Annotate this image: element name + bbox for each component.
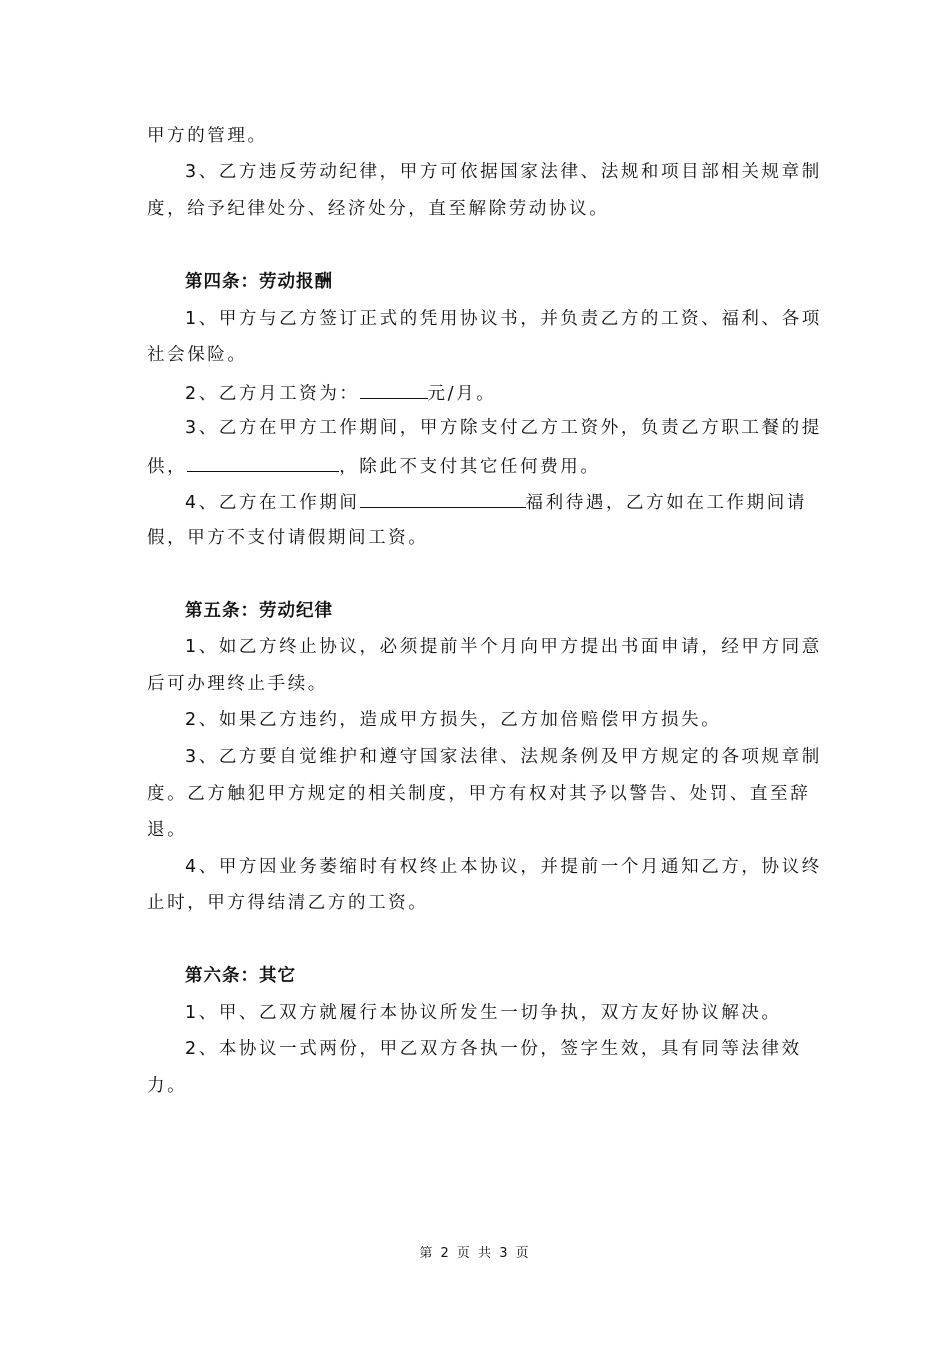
paragraph-line: 社会保险。 (147, 345, 248, 365)
page-footer: 第 2 页 共 3 页 (419, 1246, 531, 1261)
meal-blank (187, 453, 339, 472)
paragraph-line: 度。乙方触犯甲方规定的相关制度，甲方有权对其予以警告、处罚、直至辞 (147, 784, 811, 804)
paragraph-line: 2、本协议一式两份，甲乙双方各执一份，签字生效，具有同等法律效 (185, 1039, 802, 1059)
paragraph-line: 退。 (147, 820, 188, 840)
welfare-suffix: 福利待遇，乙方如在工作期间请 (525, 493, 807, 513)
paragraph-line: 1、如乙方终止协议，必须提前半个月向甲方提出书面申请，经甲方同意 (185, 637, 822, 657)
paragraph-line: 力。 (147, 1076, 188, 1096)
paragraph-line: 止时，甲方得结清乙方的工资。 (147, 893, 429, 913)
paragraph-line: 1、甲、乙双方就履行本协议所发生一切争执，双方友好协议解决。 (185, 1003, 782, 1023)
meal-prefix: 供， (147, 457, 188, 477)
welfare-prefix: 4、乙方在工作期间 (185, 493, 360, 513)
paragraph-line: 2、如果乙方违约，造成甲方损失，乙方加倍赔偿甲方损失。 (185, 710, 722, 730)
paragraph-line: 甲方的管理。 (147, 126, 268, 146)
paragraph-line: 1、甲方与乙方签订正式的凭用协议书，并负责乙方的工资、福利、各项 (185, 309, 822, 329)
paragraph-line: 假，甲方不支付请假期间工资。 (147, 528, 429, 548)
salary-blank (360, 380, 428, 399)
salary-unit: 元/月。 (427, 384, 497, 404)
paragraph-line: 后可办理终止手续。 (147, 674, 328, 694)
meal-line (147, 453, 601, 479)
salary-line (185, 380, 496, 406)
article-4-heading: 第四条：劳动报酬 (185, 272, 333, 292)
welfare-line (185, 489, 807, 515)
paragraph-line: 3、乙方要自觉维护和遵守国家法律、法规条例及甲方规定的各项规章制 (185, 747, 822, 767)
paragraph-line: 度，给予纪律处分、经济处分，直至解除劳动协议。 (147, 199, 610, 219)
salary-label: 2、乙方月工资为： (185, 384, 360, 404)
meal-suffix: ，除此不支付其它任何费用。 (339, 457, 601, 477)
welfare-blank (360, 489, 526, 508)
paragraph-line: 3、乙方违反劳动纪律，甲方可依据国家法律、法规和项目部相关规章制 (185, 162, 822, 182)
article-5-heading: 第五条：劳动纪律 (185, 601, 333, 621)
paragraph-line: 4、甲方因业务萎缩时有权终止本协议，并提前一个月通知乙方，协议终 (185, 857, 822, 877)
article-6-heading: 第六条：其它 (185, 966, 296, 986)
paragraph-line: 3、乙方在甲方工作期间，甲方除支付乙方工资外，负责乙方职工餐的提 (185, 418, 822, 438)
